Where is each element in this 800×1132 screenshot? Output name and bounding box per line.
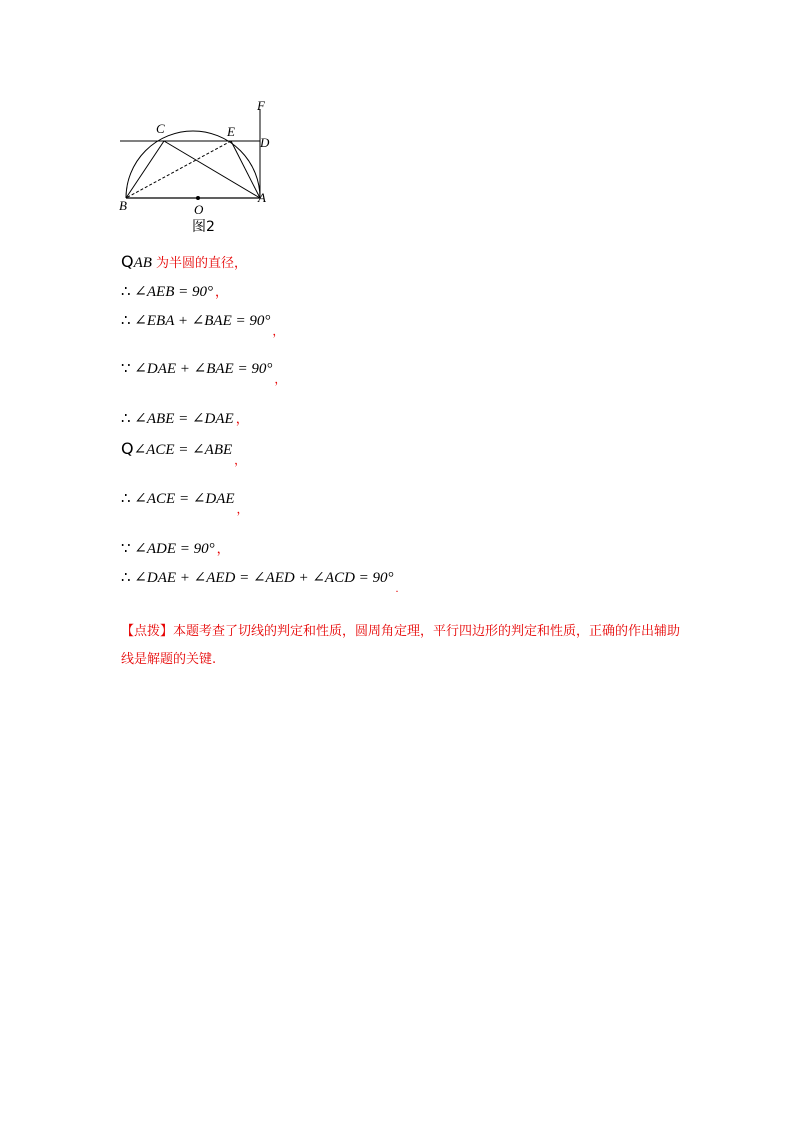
hint-note (121, 618, 681, 674)
proof-line-5 (121, 410, 249, 428)
line-tail: ， (274, 372, 287, 386)
proof-line-1 (121, 253, 247, 273)
proof-line-7 (121, 490, 249, 516)
label-c: C (156, 121, 165, 136)
line-lead: ∴ (121, 570, 135, 586)
line-lead: Q (121, 252, 134, 271)
proof-line-8 (121, 540, 230, 558)
label-e: E (227, 124, 235, 139)
figure-caption: 图2 (192, 219, 215, 235)
line-text: 为半圆的直径， (151, 256, 248, 271)
proof-line-4 (121, 360, 287, 386)
proof-line-3 (121, 312, 285, 338)
line-math: ∠ACE = ∠ABE (133, 442, 233, 458)
line-math: AB (133, 255, 152, 271)
label-o: O (194, 202, 204, 217)
line-lead: ∴ (121, 491, 135, 507)
line-tail: . (395, 581, 399, 595)
line-tail: ， (272, 324, 285, 338)
proof-line-2 (121, 283, 228, 301)
line-lead: ∴ (121, 284, 135, 300)
label-a: A (258, 190, 266, 205)
line-lead: ∴ (121, 411, 135, 427)
label-b: B (119, 198, 127, 213)
center-point-o (196, 196, 200, 200)
line-math: ∠DAE + ∠BAE = 90° (134, 361, 273, 377)
geometry-figure (110, 95, 285, 245)
label-d: D (260, 135, 270, 150)
hint-text: 本题考查了切线的判定和性质，圆周角定理，平行四边形的判定和性质，正确的作出辅助线是解题的关键. (121, 624, 681, 667)
line-tail: ， (216, 541, 230, 556)
label-f: F (257, 98, 265, 113)
line-lead: ∵ (121, 361, 135, 377)
line-lead: ∴ (121, 313, 135, 329)
line-tail: ， (234, 453, 247, 467)
line-math: ∠ABE = ∠DAE (134, 411, 234, 427)
line-tail: ， (235, 411, 249, 426)
line-math: ∠EBA + ∠BAE = 90° (134, 313, 271, 329)
line-tail: ， (214, 284, 228, 299)
line-math: ∠ACE = ∠DAE (134, 491, 235, 507)
line-lead: Q (121, 439, 134, 458)
hint-tag: 【点拨】 (121, 624, 174, 639)
line-tail: ， (236, 502, 249, 516)
line-math: ∠DAE + ∠AED = ∠AED + ∠ACD = 90° (134, 570, 394, 586)
proof-line-6 (121, 439, 247, 467)
proof-line-9 (121, 569, 399, 595)
line-math: ∠AEB = 90° (134, 284, 213, 300)
line-lead: ∵ (121, 541, 135, 557)
line-math: ∠ADE = 90° (134, 541, 215, 557)
